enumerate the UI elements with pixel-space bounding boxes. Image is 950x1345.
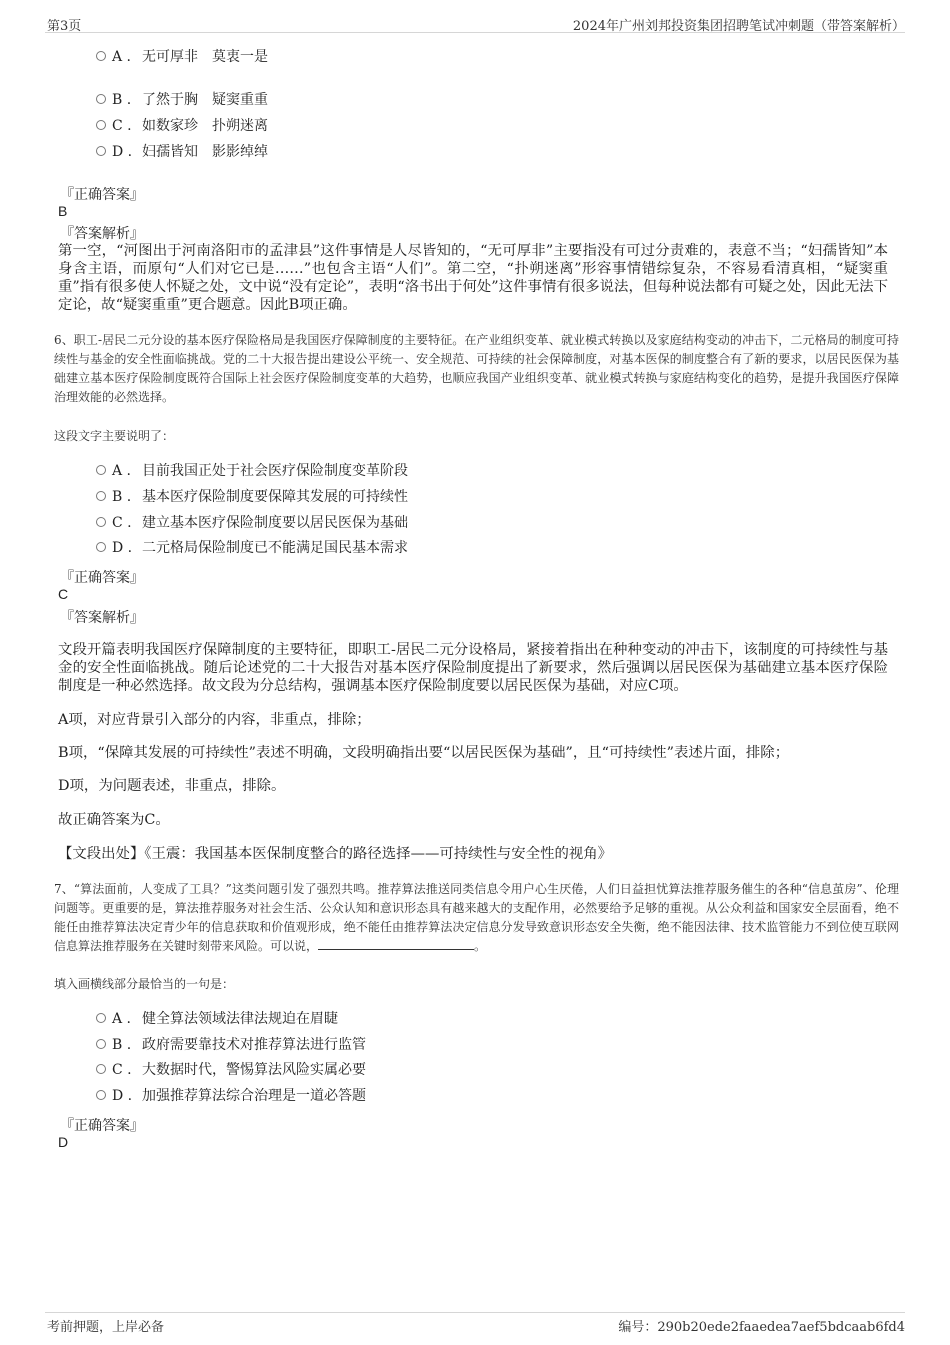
q5-option-a[interactable]: A . 无可厚非 莫衷一是 (96, 48, 268, 66)
fill-blank (318, 937, 474, 950)
q5-option-d[interactable]: D . 妇孺皆知 影影绰绰 (96, 143, 268, 161)
q6-analysis-b: B项，“保障其发展的可持续性”表述不明确，文段明确指出要“以居民医保为基础”，且“可持续性”表述片面，排除； (58, 745, 790, 761)
q6-text: 6、职工-居民二元分设的基本医疗保险格局是我国医疗保障制度的主要特征。在产业组织变革、就业模式转换以及家庭结构变动的冲击下，二元格局的制度可持续性与基金的安全性面临挑战。党的二十大报告提出建设公平统一、安全规范、可持续的社会保障制度，对基本医保的制度整合有了新的要求，以居民医保为基础建立基本医疗保险制度既符合国际上社会医疗保险制度变革的大趋势，也顺应我国产业组织变革、就业模式转换与家庭结构变化的趋势，是提升我国医疗保障治理效能的必然选择。 (54, 333, 899, 404)
q7-text: 7、“算法面前，人变成了工具？”这类问题引发了强烈共鸣。推荐算法推送同类信息令用户心生厌倦，人们日益担忧算法推荐服务催生的各种“信息茧房”、伦理问题等。更重要的是，算法推荐服务对社会生活、公众认知和意识形态具有越来越大的支配作用，必然要给予足够的重视。从公众利益和国家安全层面看，绝不能任由推荐算法决定青少年的信息获取和价值观形成，绝不能任由推荐算法决定信息分发导致意识形态安全失衡，绝不能因法律、技术监管能力不到位使互联网信息算法推荐服务在关键时刻带来风险。可以说， 。 (54, 882, 899, 953)
document-title: 2024年广州刘邦投资集团招聘笔试冲刺题（带答案解析） (572, 19, 905, 34)
q6-analysis-d: D项，为问题表述，非重点，排除。 (58, 778, 286, 794)
q6-analysis-label: 『答案解析』 (60, 610, 144, 626)
q7-answer: D (58, 1134, 69, 1150)
radio-icon[interactable] (96, 94, 106, 104)
q7-option-b[interactable]: B . 政府需要靠技术对推荐算法进行监管 (96, 1036, 366, 1054)
q6-option-c[interactable]: C . 建立基本医疗保险制度要以居民医保为基础 (96, 514, 408, 532)
q5-analysis-label: 『答案解析』 (60, 226, 144, 242)
radio-icon[interactable] (96, 542, 106, 552)
radio-icon[interactable] (96, 465, 106, 475)
q7-option-c[interactable]: C . 大数据时代，警惕算法风险实属必要 (96, 1061, 366, 1079)
q6-answer: C (58, 586, 69, 602)
footer-slogan: 考前押题，上岸必备 (47, 1320, 165, 1335)
q6-analysis-conclusion: 故正确答案为C。 (58, 812, 170, 828)
q7-option-a[interactable]: A . 健全算法领域法律法规迫在眉睫 (96, 1010, 338, 1028)
radio-icon[interactable] (96, 517, 106, 527)
radio-icon[interactable] (96, 1013, 106, 1023)
q5-answer: B (58, 203, 68, 219)
q6-option-d[interactable]: D . 二元格局保险制度已不能满足国民基本需求 (96, 539, 408, 557)
radio-icon[interactable] (96, 1064, 106, 1074)
radio-icon[interactable] (96, 1039, 106, 1049)
page-number: 第3页 (47, 19, 82, 34)
radio-icon[interactable] (96, 120, 106, 130)
document-id: 编号：290b20ede2faaedea7aef5bdcaab6fd4 (618, 1320, 905, 1335)
q7-option-d[interactable]: D . 加强推荐算法综合治理是一道必答题 (96, 1087, 366, 1105)
radio-icon[interactable] (96, 146, 106, 156)
q6-source: 【文段出处】《王震：我国基本医保制度整合的路径选择——可持续性与安全性的视角》 (58, 846, 613, 862)
q6-prompt: 这段文字主要说明了： (54, 429, 175, 443)
q5-answer-label: 『正确答案』 (60, 187, 144, 203)
q6-option-a[interactable]: A . 目前我国正处于社会医疗保险制度变革阶段 (96, 462, 408, 480)
page-footer (45, 1312, 905, 1335)
radio-icon[interactable] (96, 51, 106, 61)
q5-analysis: 第一空，“河图出于河南洛阳市的孟津县”这件事情是人尽皆知的，“无可厚非”主要指没有可过分责难的，表意不当；“妇孺皆知”本身含主语，而原句“人们对它已是……”也包含主语“人们”。第二空，“扑朔迷离”形容事情错综复杂，不容易看清真相，“疑窦重重”指有很多使人怀疑之处，文中说“没有定论”，表明“洛书出于何处”这件事情有很多说法，但每种说法都有可疑之处，因此无法下定论，故“疑窦重重”更合题意。因此B项正确。 (58, 243, 888, 313)
q6-analysis-main: 文段开篇表明我国医疗保障制度的主要特征，即职工-居民二元分设格局，紧接着指出在种种变动的冲击下，该制度的可持续性与基金的安全性面临挑战。随后论述党的二十大报告对基本医疗保险制度提出了新要求，然后强调以居民医保为基础建立基本医疗保险制度是一种必然选择。故文段为分总结构，强调基本医疗保险制度要以居民医保为基础，对应C项。 (58, 642, 888, 694)
q7-prompt: 填入画横线部分最恰当的一句是： (54, 977, 235, 991)
q6-option-b[interactable]: B . 基本医疗保险制度要保障其发展的可持续性 (96, 488, 408, 506)
radio-icon[interactable] (96, 491, 106, 501)
q6-answer-label: 『正确答案』 (60, 570, 144, 586)
q6-analysis-a: A项，对应背景引入部分的内容，非重点，排除； (58, 712, 371, 728)
radio-icon[interactable] (96, 1090, 106, 1100)
page-header (45, 12, 905, 33)
q5-option-b[interactable]: B . 了然于胸 疑窦重重 (96, 91, 268, 109)
q7-answer-label: 『正确答案』 (60, 1118, 144, 1134)
q5-option-c[interactable]: C . 如数家珍 扑朔迷离 (96, 117, 268, 135)
